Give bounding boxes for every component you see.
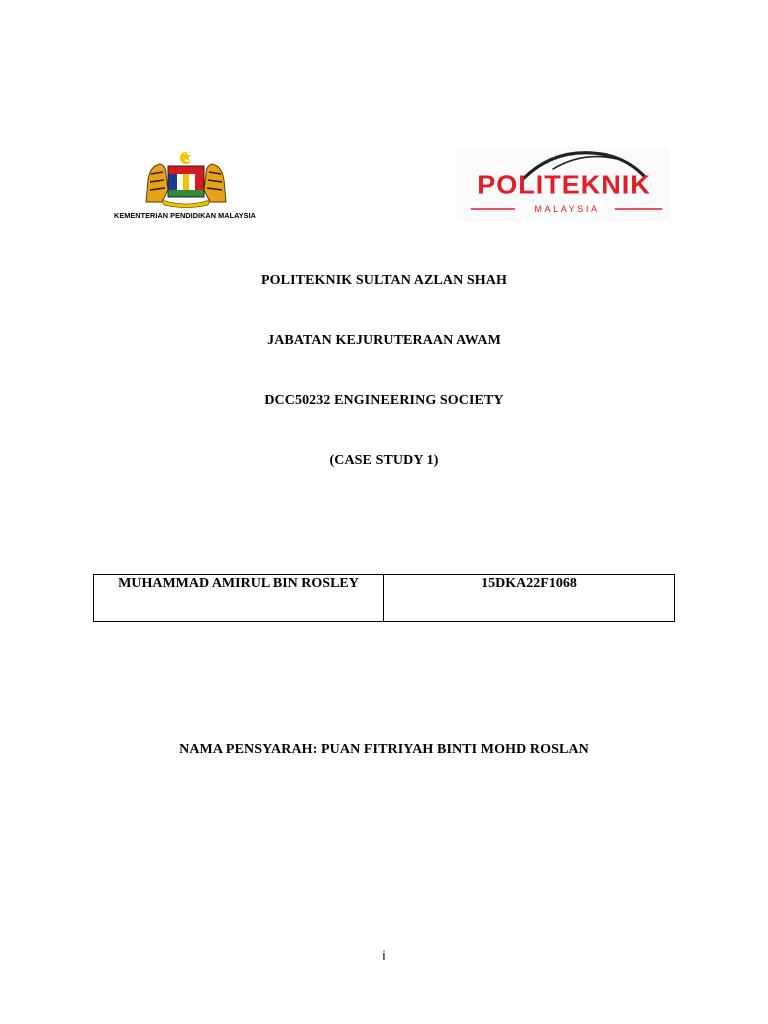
department-title: JABATAN KEJURUTERAAN AWAM [267, 333, 501, 348]
coat-of-arms-icon [136, 150, 236, 208]
politeknik-subtitle: MALAYSIA [534, 204, 600, 214]
course-title: DCC50232 ENGINEERING SOCIETY [264, 393, 504, 408]
student-id-cell [384, 575, 674, 621]
student-id: 15DKA22F1068 [481, 576, 577, 591]
student-name-cell [94, 575, 384, 621]
politeknik-wordmark: POLITEKNIK [477, 170, 651, 200]
politeknik-logo [457, 147, 670, 221]
page-number: i [382, 948, 386, 963]
institution-title: POLITEKNIK SULTAN AZLAN SHAH [261, 273, 507, 288]
lecturer-line: NAMA PENSYARAH: PUAN FITRIYAH BINTI MOHD ROSLAN [179, 742, 589, 757]
assignment-title: (CASE STUDY 1) [329, 453, 439, 468]
student-name: MUHAMMAD AMIRUL BIN ROSLEY [118, 576, 359, 591]
ministry-caption: KEMENTERIAN PENDIDIKAN MALAYSIA [114, 211, 256, 220]
student-table [93, 574, 675, 622]
ministry-logo [108, 150, 262, 222]
